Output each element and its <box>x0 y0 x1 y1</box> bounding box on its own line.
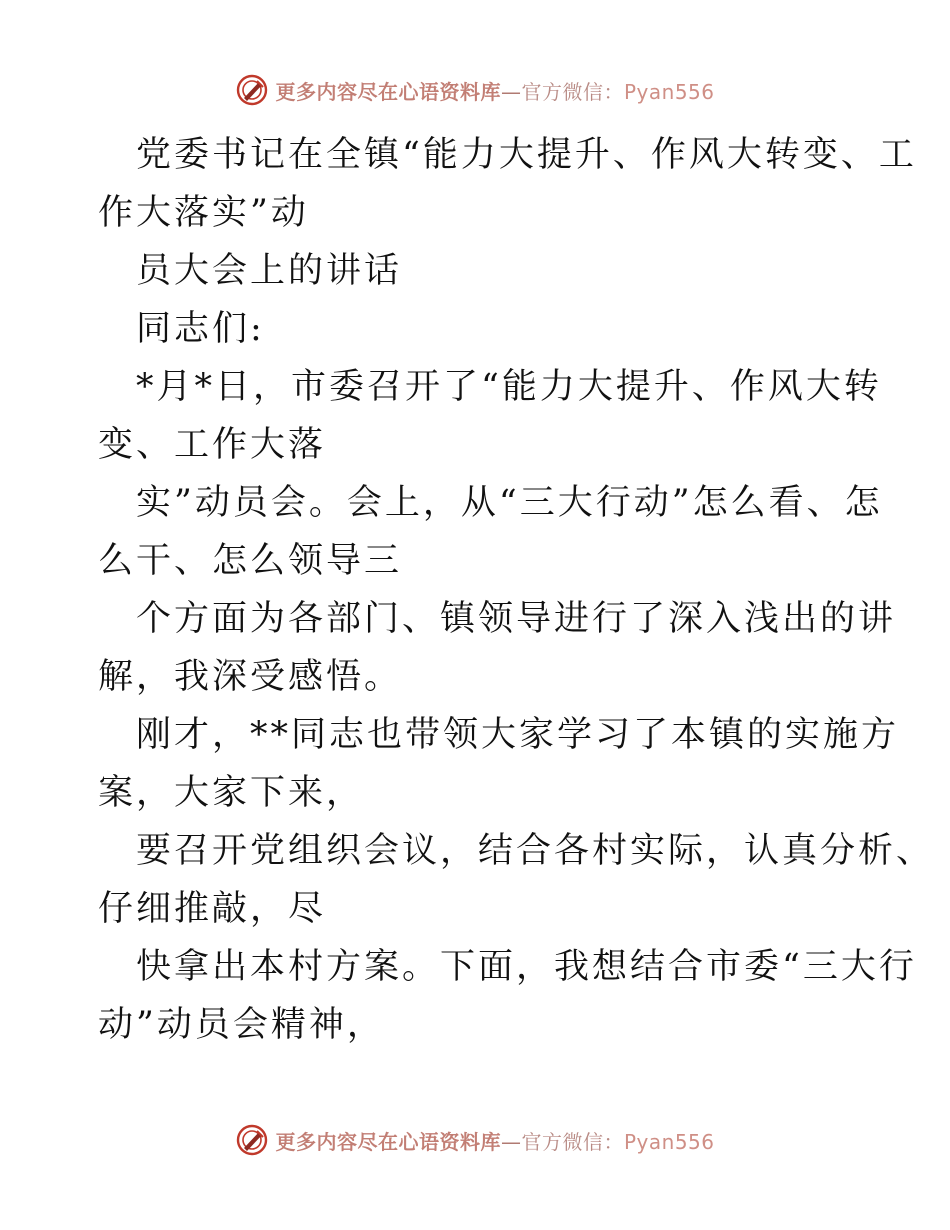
text-line: 同志们: <box>136 309 265 349</box>
text-line: 解，我深受感悟。 <box>98 657 403 697</box>
logo-icon <box>235 1123 269 1157</box>
text-line: 个方面为各部门、镇领导进行了深入浅出的讲 <box>136 599 897 639</box>
text-line: 作大落实”动 <box>98 193 309 233</box>
text-line: 动”动员会精神， <box>98 1005 385 1045</box>
text-line: 党委书记在全镇“能力大提升、作风大转变、工 <box>136 135 917 175</box>
text-line: 案，大家下来， <box>98 773 365 813</box>
document-body <box>98 126 935 1054</box>
watermark-dash: — <box>500 79 522 104</box>
watermark-wechat-id: Pyan556 <box>623 1129 715 1154</box>
watermark-wechat-label: 官方微信： <box>521 1129 624 1154</box>
text-line: 仔细推敲，尽 <box>98 889 327 929</box>
watermark-wechat-label: 官方微信： <box>521 79 624 104</box>
text-line: 实”动员会。会上，从“三大行动”怎么看、怎 <box>136 483 883 523</box>
watermark-wechat-id: Pyan556 <box>623 79 715 104</box>
text-line: 么干、怎么领导三 <box>98 541 403 581</box>
footer-watermark <box>0 1122 950 1158</box>
watermark-brand: 更多内容尽在心语资料库 <box>275 1129 501 1154</box>
text-line: 员大会上的讲话 <box>136 251 403 291</box>
text-line: 要召开党组织会议，结合各村实际，认真分析、 <box>136 831 935 871</box>
watermark-text <box>275 76 714 105</box>
text-line: 刚才，**同志也带领大家学习了本镇的实施方 <box>136 715 900 755</box>
watermark-text <box>275 1126 714 1155</box>
watermark-brand: 更多内容尽在心语资料库 <box>275 79 501 104</box>
text-line: *月*日，市委召开了“能力大提升、作风大转 <box>136 367 882 407</box>
text-line: 快拿出本村方案。下面，我想结合市委“三大行 <box>136 947 917 987</box>
watermark-dash: — <box>500 1129 522 1154</box>
header-watermark <box>0 72 950 108</box>
logo-icon <box>235 73 269 107</box>
text-line: 变、工作大落 <box>98 425 327 465</box>
